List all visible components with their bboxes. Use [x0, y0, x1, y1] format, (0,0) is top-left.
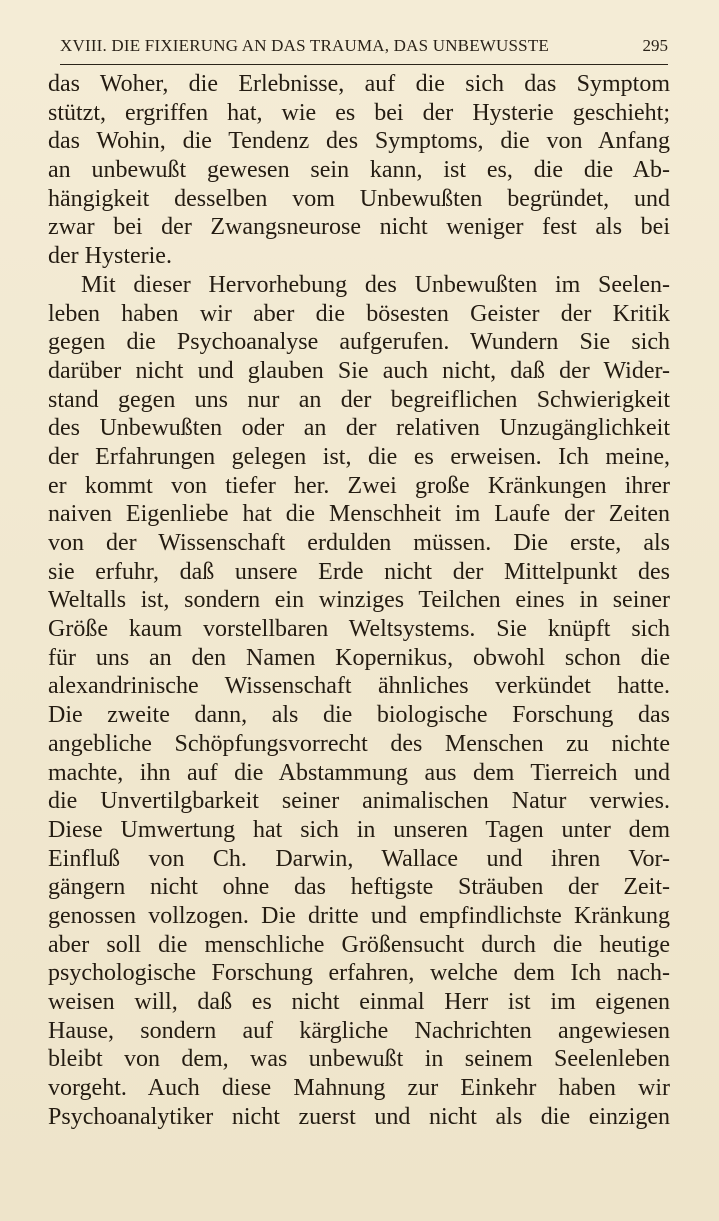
text-line: das Woher, die Erlebnisse, auf die sich das Symptom [48, 71, 670, 97]
text-line: der Erfahrungen gelegen ist, die es erweisen. Ich meine, [48, 443, 670, 470]
text-line: Diese Umwertung hat sich in unseren Tagen unter dem [48, 816, 670, 843]
text-line: der Hysterie. [48, 243, 172, 270]
text-line: psychologische Forschung erfahren, welche dem Ich nach- [48, 960, 670, 987]
text-line: aber soll die menschliche Größensucht durch die heutige [48, 931, 670, 958]
chapter-title: XVIII. DIE FIXIERUNG AN DAS TRAUMA, DAS UNBEWUSSTE [60, 36, 549, 55]
text-line: weisen will, daß es nicht einmal Herr ist im eigenen [48, 989, 670, 1015]
text-line: leben haben wir aber die bösesten Geister der Kritik [48, 300, 670, 327]
text-line: Einfluß von Ch. Darwin, Wallace und ihren Vor- [48, 845, 670, 872]
text-line: er kommt von tiefer her. Zwei große Kränkungen ihrer [48, 472, 670, 499]
text-line: angebliche Schöpfungsvorrecht des Menschen zu nichte [48, 730, 670, 757]
text-line: bleibt von dem, was unbewußt in seinem Seelenleben [48, 1046, 670, 1073]
body-text [48, 70, 670, 1131]
text-line: des Unbewußten oder an der relativen Unzugänglichkeit [48, 415, 670, 442]
running-header [60, 36, 668, 65]
text-line: zwar bei der Zwangsneurose nicht weniger fest als bei [48, 214, 670, 241]
text-line: genossen vollzogen. Die dritte und empfindlichste Kränkung [48, 902, 670, 929]
text-line: darüber nicht und glauben Sie auch nicht, daß der Wider- [48, 357, 670, 384]
text-line: Psychoanalytiker nicht zuerst und nicht als die einzigen [48, 1103, 670, 1130]
text-line: von der Wissenschaft erdulden müssen. Die erste, als [48, 530, 670, 556]
text-line: das Wohin, die Tendenz des Symptoms, die von Anfang [48, 128, 670, 155]
text-line: Die zweite dann, als die biologische Forschung das [48, 702, 670, 729]
text-line: alexandrinische Wissenschaft ähnliches verkündet hatte. [48, 673, 670, 700]
text-line: stand gegen uns nur an der begreiflichen Schwierigkeit [48, 386, 670, 413]
text-line: Hause, sondern auf kärgliche Nachrichten angewiesen [48, 1017, 670, 1044]
text-line: hängigkeit desselben vom Unbewußten begründet, und [48, 185, 670, 212]
text-line: die Unvertilgbarkeit seiner animalischen Natur verwies. [48, 788, 670, 815]
text-line: gängern nicht ohne das heftigste Sträuben der Zeit- [48, 874, 670, 901]
text-line: Weltalls ist, sondern ein winziges Teilchen eines in seiner [48, 587, 670, 614]
text-line: stützt, ergriffen hat, wie es bei der Hysterie geschieht; [48, 99, 670, 126]
text-line: an unbewußt gewesen sein kann, ist es, die die Ab- [48, 157, 670, 184]
text-line: machte, ihn auf die Abstammung aus dem Tierreich und [48, 759, 670, 786]
text-line: Mit dieser Hervorhebung des Unbewußten im Seelen- [81, 271, 670, 298]
text-line: vorgeht. Auch diese Mahnung zur Einkehr haben wir [48, 1075, 670, 1102]
text-line: gegen die Psychoanalyse aufgerufen. Wundern Sie sich [48, 329, 670, 356]
text-line: für uns an den Namen Kopernikus, obwohl schon die [48, 644, 670, 671]
text-line: sie erfuhr, daß unsere Erde nicht der Mittelpunkt des [48, 558, 670, 585]
text-line: Größe kaum vorstellbaren Weltsystems. Sie knüpft sich [48, 616, 670, 643]
text-line: naiven Eigenliebe hat die Menschheit im Laufe der Zeiten [48, 501, 670, 528]
page-number: 295 [642, 36, 668, 55]
